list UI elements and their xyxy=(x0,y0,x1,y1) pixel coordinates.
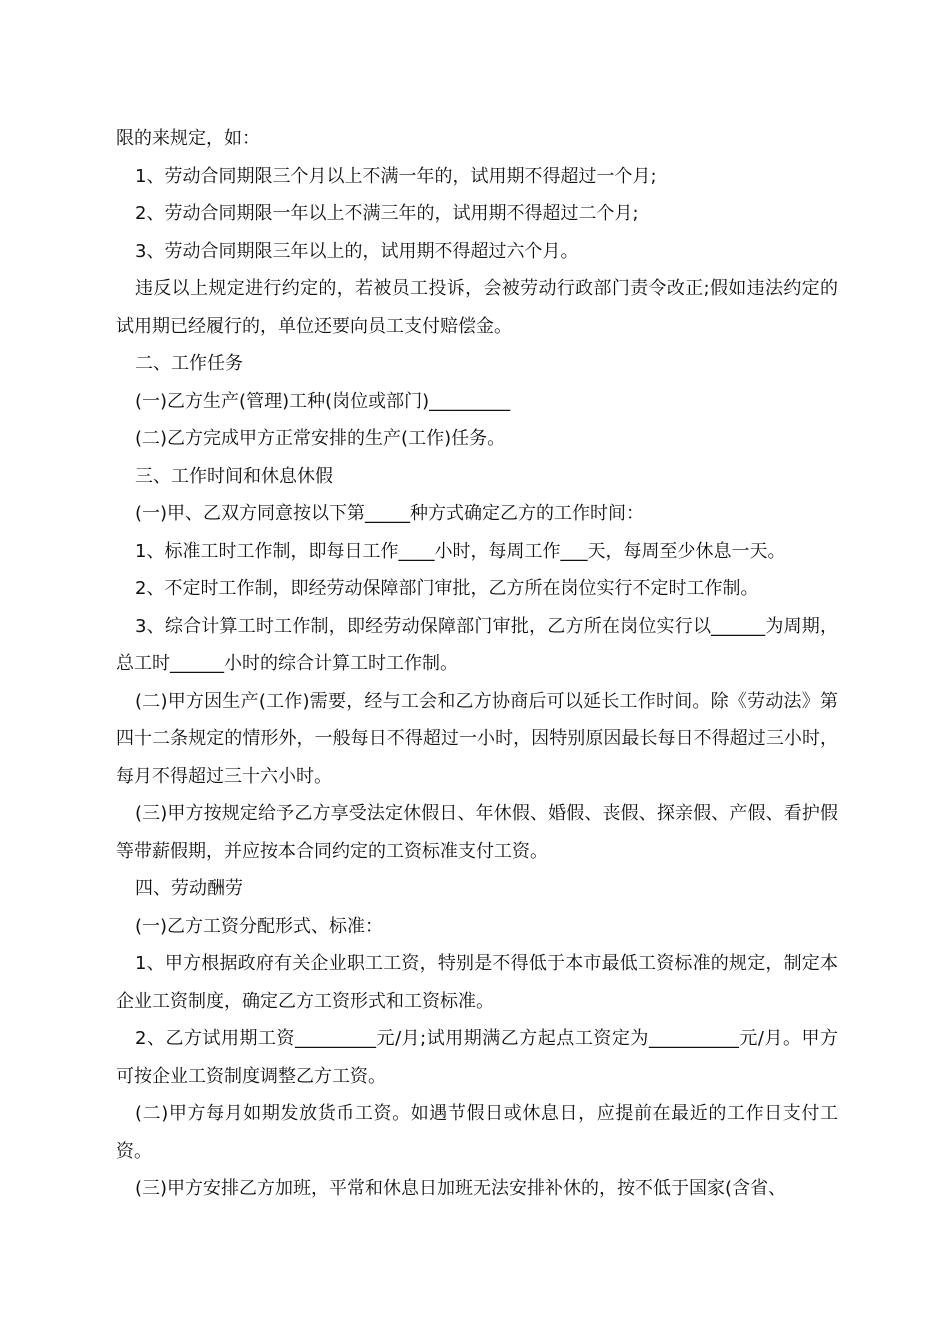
paragraph-flexible-hours: 2、不定时工作制，即经劳动保障部门审批，乙方所在岗位实行不定时工作制。 xyxy=(135,578,759,599)
paragraph-standard-hours: 1、标准工时工作制，即每日工作____小时，每周工作___天，每周至少休息一天。 xyxy=(135,540,786,562)
paragraph-wage-payment: (二)甲方每月如期发放货币工资。如遇节假日或休息日，应提前在最近的工作日支付工资。 xyxy=(116,1103,838,1162)
section-heading-remuneration: 四、劳动酬劳 xyxy=(135,878,243,899)
paragraph-wage-system: 1、甲方根据政府有关企业职工工资，特别是不得低于本市最低工资标准的规定，制定本企业工资制度，确定乙方工资形式和工资标准。 xyxy=(116,953,838,1012)
paragraph-comprehensive-hours: 3、综合计算工时工作制，即经劳动保障部门审批，乙方所在岗位实行以______为周期，总工时______小时的综合计算工时工作制。 xyxy=(116,615,838,674)
section-heading-working-hours: 三、工作时间和休息休假 xyxy=(135,465,333,487)
paragraph-work-assignment: (二)乙方完成甲方正常安排的生产(工作)任务。 xyxy=(135,428,506,449)
paragraph-overtime-limit: (二)甲方因生产(工作)需要，经与工会和乙方协商后可以延长工作时间。除《劳动法》第四十二条规定的情形外，一般每日不得超过一小时，因特别原因最长每日不得超过三小时，每月不得超过三十六小时。 xyxy=(116,690,838,787)
document-body xyxy=(116,120,838,1208)
paragraph-work-type: (一)乙方生产(管理)工种(岗位或部门)_________ xyxy=(135,390,511,412)
paragraph-probation-wage: 2、乙方试用期工资_________元/月;试用期满乙方起点工资定为__________元/月。甲方可按企业工资制度调整乙方工资。 xyxy=(116,1028,838,1087)
paragraph-paid-leave: (三)甲方按规定给予乙方享受法定休假日、年休假、婚假、丧假、探亲假、产假、看护假等带薪假期，并应按本合同约定的工资标准支付工资。 xyxy=(116,803,838,862)
paragraph-probation-intro: 限的来规定，如： xyxy=(116,128,260,149)
paragraph-probation-rule-1: 1、劳动合同期限三个月以上不满一年的，试用期不得超过一个月; xyxy=(135,165,657,187)
paragraph-hours-method: (一)甲、乙双方同意按以下第_____种方式确定乙方的工作时间： xyxy=(135,503,645,524)
paragraph-probation-rule-3: 3、劳动合同期限三年以上的，试用期不得超过六个月。 xyxy=(135,240,579,262)
paragraph-violation-note: 违反以上规定进行约定的，若被员工投诉，会被劳动行政部门责令改正;假如违法约定的试用期已经履行的，单位还要向员工支付赔偿金。 xyxy=(116,278,838,337)
paragraph-overtime-pay: (三)甲方安排乙方加班，平常和休息日加班无法安排补休的，按不低于国家(含省、 xyxy=(135,1178,787,1199)
section-heading-work-task: 二、工作任务 xyxy=(135,353,243,374)
paragraph-probation-rule-2: 2、劳动合同期限一年以上不满三年的，试用期不得超过二个月; xyxy=(135,203,639,224)
paragraph-wage-form: (一)乙方工资分配形式、标准： xyxy=(135,915,384,937)
